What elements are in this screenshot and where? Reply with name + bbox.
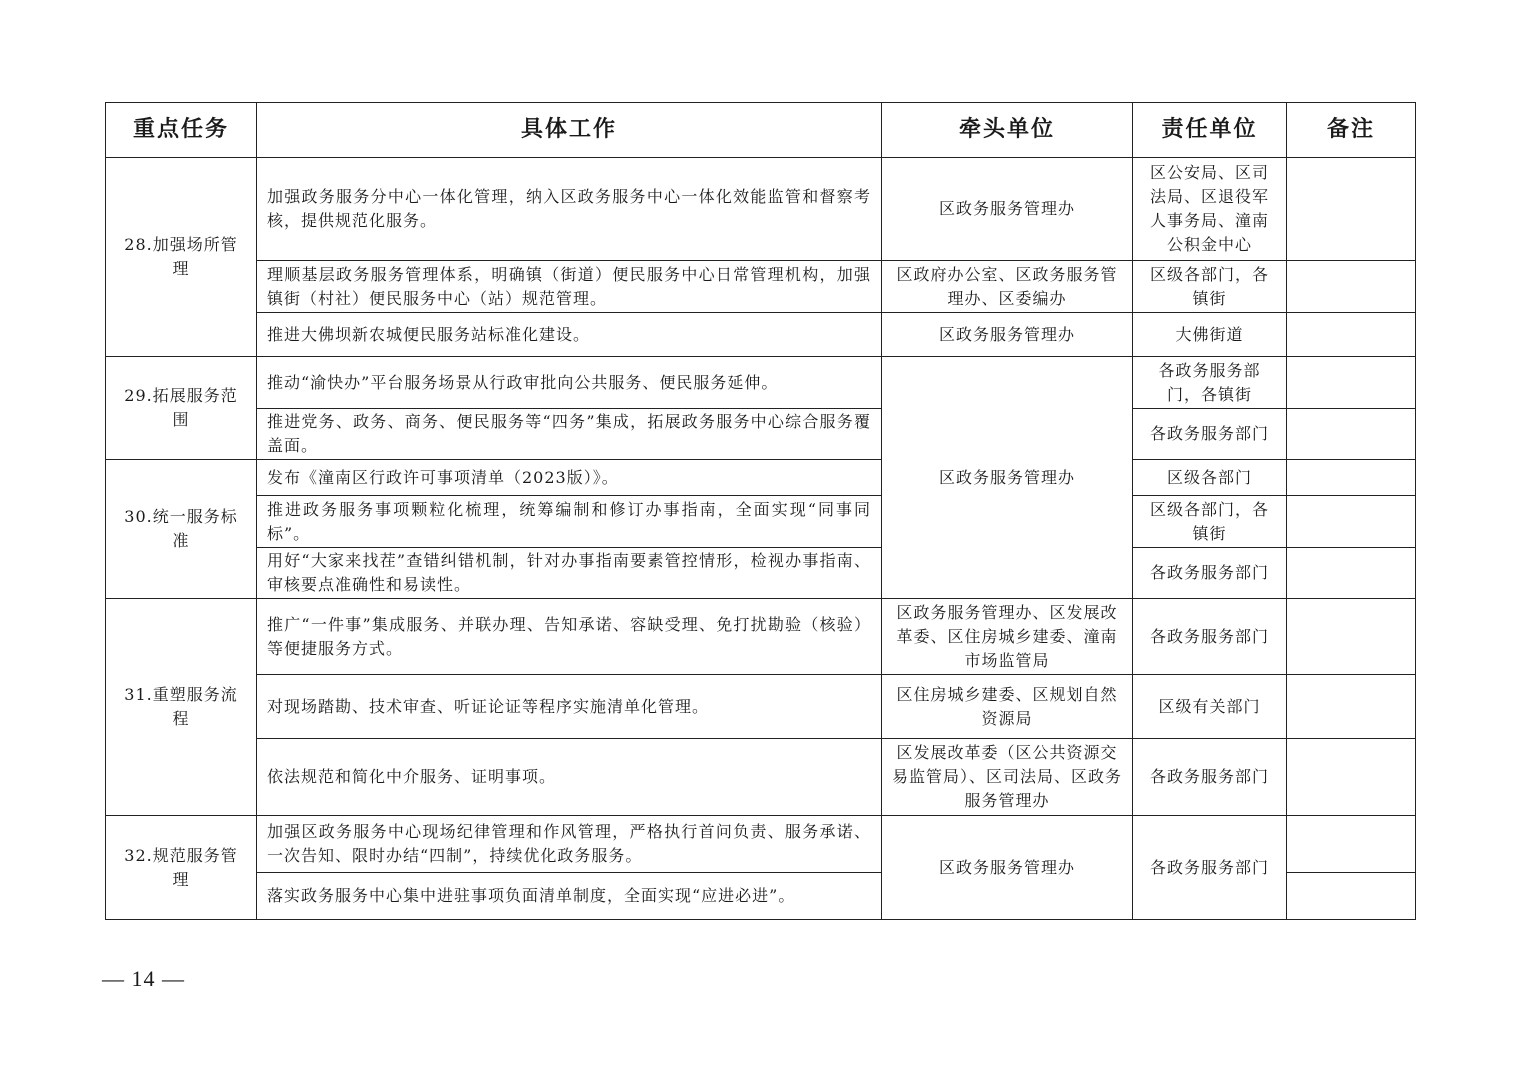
work-cell: 用好“大家来找茬”查错纠错机制，针对办事指南要素管控情形，检视办事指南、审核要点准确性和易读性。 [257, 548, 882, 599]
lead-cell: 区政务服务管理办 [882, 816, 1133, 920]
note-cell [1287, 675, 1416, 739]
resp-cell: 各政务服务部门 [1133, 816, 1287, 920]
note-cell [1287, 873, 1416, 920]
table-row [106, 158, 1416, 261]
work-cell: 加强政务服务分中心一体化管理，纳入区政务服务中心一体化效能监管和督察考核，提供规范化服务。 [257, 158, 882, 261]
task-cell: 28.加强场所管理 [106, 158, 257, 357]
lead-cell: 区政务服务管理办、区发展改革委、区住房城乡建委、潼南市场监管局 [882, 599, 1133, 675]
page-number: — 14 — [102, 966, 185, 991]
table-row [106, 409, 1416, 460]
work-cell: 推进党务、政务、商务、便民服务等“四务”集成，拓展政务服务中心综合服务覆盖面。 [257, 409, 882, 460]
work-cell: 推广“一件事”集成服务、并联办理、告知承诺、容缺受理、免打扰勘验（核验）等便捷服务方式。 [257, 599, 882, 675]
lead-cell: 区住房城乡建委、区规划自然资源局 [882, 675, 1133, 739]
table-row [106, 739, 1416, 816]
table-row [106, 675, 1416, 739]
note-cell [1287, 460, 1416, 496]
task-cell: 30.统一服务标准 [106, 460, 257, 599]
lead-cell: 区发展改革委（区公共资源交易监管局）、区司法局、区政务服务管理办 [882, 739, 1133, 816]
resp-cell: 区级各部门 [1133, 460, 1287, 496]
table-row [106, 460, 1416, 496]
lead-cell: 区政务服务管理办 [882, 313, 1133, 357]
lead-cell: 区政务服务管理办 [882, 158, 1133, 261]
note-cell [1287, 548, 1416, 599]
resp-cell: 各政务服务部门，各镇街 [1133, 357, 1287, 409]
note-cell [1287, 313, 1416, 357]
lead-cell: 区政务服务管理办 [882, 357, 1133, 599]
work-cell: 推进大佛坝新农城便民服务站标准化建设。 [257, 313, 882, 357]
task-cell: 29.拓展服务范围 [106, 357, 257, 460]
header-resp: 责任单位 [1133, 103, 1287, 158]
resp-cell: 各政务服务部门 [1133, 409, 1287, 460]
resp-cell: 区级各部门，各镇街 [1133, 496, 1287, 548]
table-row [106, 548, 1416, 599]
resp-cell: 区公安局、区司法局、区退役军人事务局、潼南公积金中心 [1133, 158, 1287, 261]
note-cell [1287, 599, 1416, 675]
header-work: 具体工作 [257, 103, 882, 158]
note-cell [1287, 816, 1416, 873]
table-row [106, 261, 1416, 313]
table-row [106, 313, 1416, 357]
header-task: 重点任务 [106, 103, 257, 158]
work-cell: 加强区政务服务中心现场纪律管理和作风管理，严格执行首问负责、服务承诺、一次告知、限时办结“四制”，持续优化政务服务。 [257, 816, 882, 873]
table-row [106, 816, 1416, 873]
resp-cell: 大佛街道 [1133, 313, 1287, 357]
note-cell [1287, 158, 1416, 261]
work-cell: 理顺基层政务服务管理体系，明确镇（街道）便民服务中心日常管理机构，加强镇街（村社）便民服务中心（站）规范管理。 [257, 261, 882, 313]
work-cell: 落实政务服务中心集中进驻事项负面清单制度，全面实现“应进必进”。 [257, 873, 882, 920]
task-cell: 32.规范服务管理 [106, 816, 257, 920]
note-cell [1287, 496, 1416, 548]
table-row [106, 357, 1416, 409]
resp-cell: 区级各部门，各镇街 [1133, 261, 1287, 313]
work-cell: 推动“渝快办”平台服务场景从行政审批向公共服务、便民服务延伸。 [257, 357, 882, 409]
work-cell: 推进政务服务事项颗粒化梳理，统筹编制和修订办事指南，全面实现“同事同标”。 [257, 496, 882, 548]
note-cell [1287, 409, 1416, 460]
table-row [106, 496, 1416, 548]
resp-cell: 各政务服务部门 [1133, 739, 1287, 816]
note-cell [1287, 739, 1416, 816]
resp-cell: 区级有关部门 [1133, 675, 1287, 739]
task-cell: 31.重塑服务流程 [106, 599, 257, 816]
work-cell: 对现场踏勘、技术审查、听证论证等程序实施清单化管理。 [257, 675, 882, 739]
table-header-row [106, 103, 1416, 158]
note-cell [1287, 261, 1416, 313]
work-cell: 依法规范和简化中介服务、证明事项。 [257, 739, 882, 816]
work-cell: 发布《潼南区行政许可事项清单（2023版）》。 [257, 460, 882, 496]
header-lead: 牵头单位 [882, 103, 1133, 158]
resp-cell: 各政务服务部门 [1133, 548, 1287, 599]
table-row [106, 599, 1416, 675]
resp-cell: 各政务服务部门 [1133, 599, 1287, 675]
lead-cell: 区政府办公室、区政务服务管理办、区委编办 [882, 261, 1133, 313]
header-note: 备注 [1287, 103, 1416, 158]
note-cell [1287, 357, 1416, 409]
task-table [105, 102, 1416, 920]
